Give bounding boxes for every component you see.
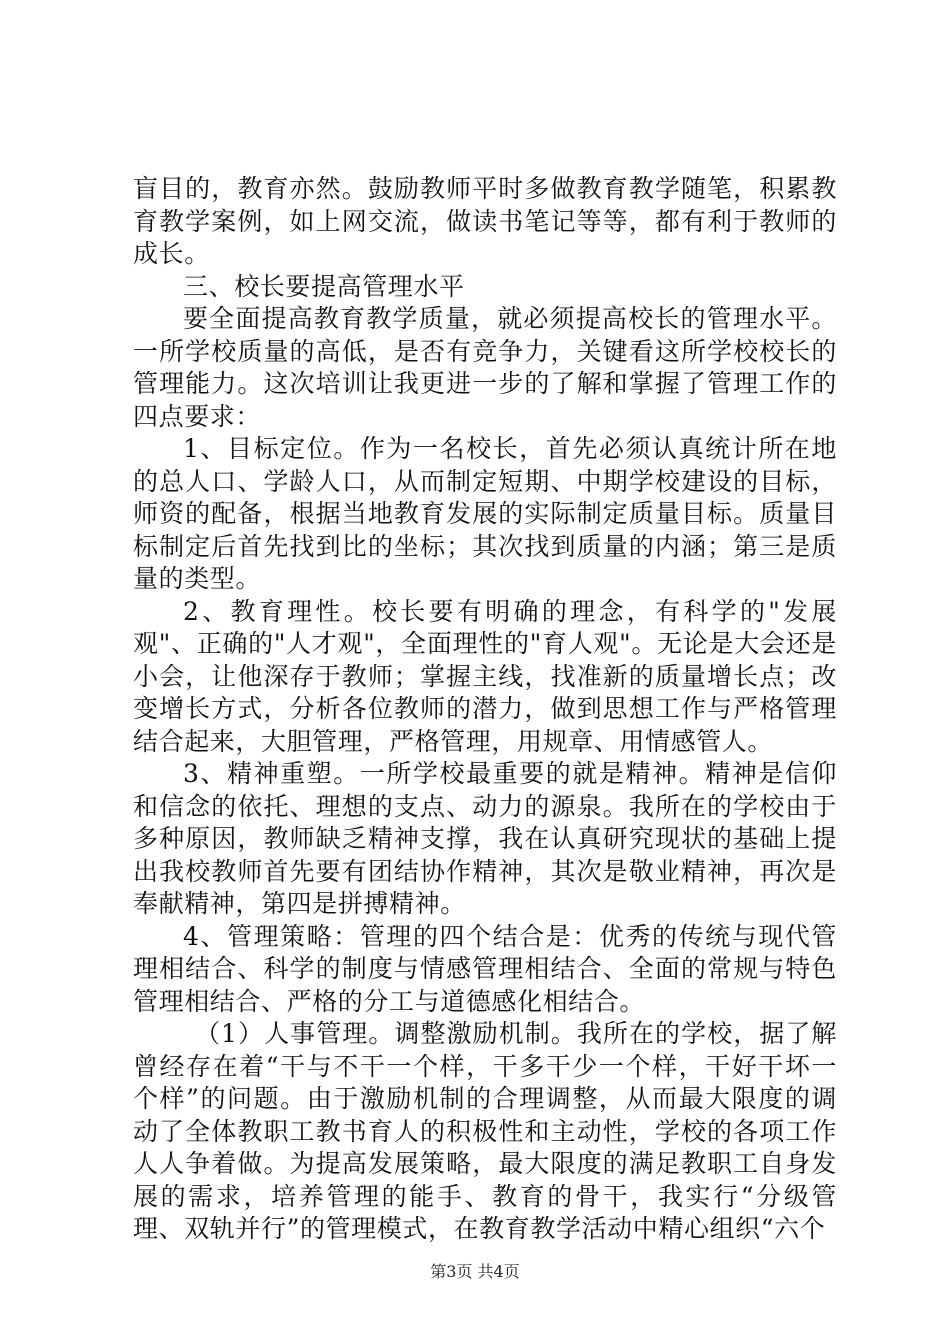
paragraph-item-2: 2、教育理性。校长要有明确的理念，有科学的"发展观"、正确的"人才观"，全面理性的"育人观"。无论是大会还是小会，让他深存于教师；掌握主线，找准新的质量增长点；改变增长方式，分析各位教师的潜力，做到思想工作与严格管理结合起来，大胆管理，严格管理，用规章、用情感管人。 (133, 596, 837, 756)
page-number: 第3页 共4页 (430, 1262, 520, 1281)
paragraph-subitem-1: （1）人事管理。调整激励机制。我所在的学校，据了解曾经存在着“干与不干一个样，干多干少一个样，干好干坏一个样”的问题。由于激励机制的合理调整，从而最大限度的调动了全体教职工教书育人的积极性和主动性，学校的各项工作人人争着做。为提高发展策略，最大限度的满足教职工自身发展的需求，培养管理的能手、教育的骨干，我实行“分级管理、双轨并行”的管理模式，在教育教学活动中精心组织“六个 (133, 1019, 837, 1243)
paragraph-item-4: 4、管理策略：管理的四个结合是：优秀的传统与现代管理相结合、科学的制度与情感管理相结合、全面的常规与特色管理相结合、严格的分工与道德感化相结合。 (133, 921, 837, 1016)
paragraph-intro: 要全面提高教育教学质量，就必须提高校长的管理水平。一所学校质量的高低，是否有竞争力，关键看这所学校校长的管理能力。这次培训让我更进一步的了解和掌握了管理工作的四点要求： (133, 304, 837, 431)
page-footer (0, 1262, 950, 1282)
section-heading: 三、校长要提高管理水平 (183, 271, 465, 301)
paragraph-continuation: 盲目的，教育亦然。鼓励教师平时多做教育教学随笔，积累教育教学案例，如上网交流，做读书笔记等等，都有利于教师的成长。 (133, 174, 837, 268)
body-text (133, 173, 837, 1246)
paragraph-item-3: 3、精神重塑。一所学校最重要的就是精神。精神是信仰和信念的依托、理想的支点、动力的源泉。我所在的学校由于多种原因，教师缺乏精神支撑，我在认真研究现状的基础上提出我校教师首先要有团结协作精神，其次是敬业精神，再次是奉献精神，第四是拼搏精神。 (133, 759, 837, 918)
paragraph-item-1: 1、目标定位。作为一名校长，首先必须认真统计所在地的总人口、学龄人口，从而制定短期、中期学校建设的目标，师资的配备，根据当地教育发展的实际制定质量目标。质量目标制定后首先找到比的坐标；其次找到质量的内涵；第三是质量的类型。 (133, 434, 837, 593)
